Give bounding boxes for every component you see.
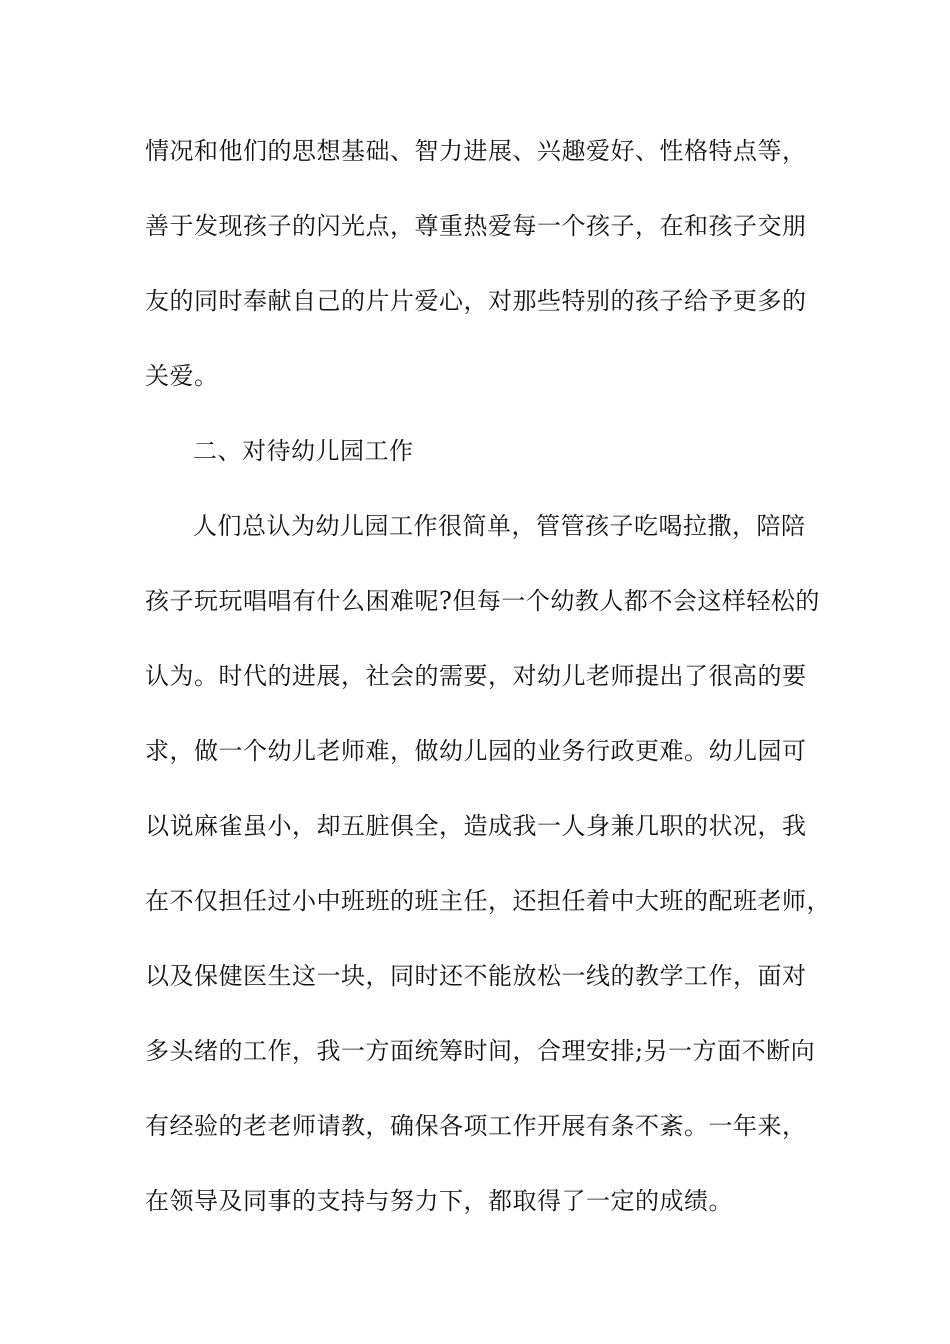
paragraph-line: 以及保健医生这一块，同时还不能放松一线的教学工作，面对	[145, 962, 807, 990]
paragraph-line: 有经验的老老师请教，确保各项工作开展有条不紊。一年来，	[145, 1112, 807, 1140]
paragraph-line: 情况和他们的思想基础、智力进展、兴趣爱好、性格特点等，	[145, 137, 807, 165]
paragraph-line: 关爱。	[145, 362, 219, 390]
paragraph-line: 认为。时代的进展，社会的需要，对幼儿老师提出了很高的要	[145, 662, 807, 690]
paragraph-line: 在不仅担任过小中班班的班主任，还担任着中大班的配班老师，	[145, 887, 831, 915]
paragraph-line: 善于发现孩子的闪光点，尊重热爱每一个孩子，在和孩子交朋	[145, 212, 807, 240]
paragraph-line: 求，做一个幼儿老师难，做幼儿园的业务行政更难。幼儿园可	[145, 737, 807, 765]
section-heading: 二、对待幼儿园工作	[193, 437, 414, 465]
paragraph-line: 在领导及同事的支持与努力下，都取得了一定的成绩。	[145, 1187, 733, 1215]
paragraph-line: 多头绪的工作，我一方面统筹时间，合理安排;另一方面不断向	[145, 1037, 816, 1065]
paragraph-line: 以说麻雀虽小，却五脏俱全，造成我一人身兼几职的状况，我	[145, 812, 807, 840]
paragraph-line: 孩子玩玩唱唱有什么困难呢?但每一个幼教人都不会这样轻松的	[145, 587, 820, 615]
paragraph-line: 人们总认为幼儿园工作很简单，管管孩子吃喝拉撒，陪陪	[193, 512, 806, 540]
paragraph-line: 友的同时奉献自己的片片爱心，对那些特别的孩子给予更多的	[145, 287, 807, 315]
